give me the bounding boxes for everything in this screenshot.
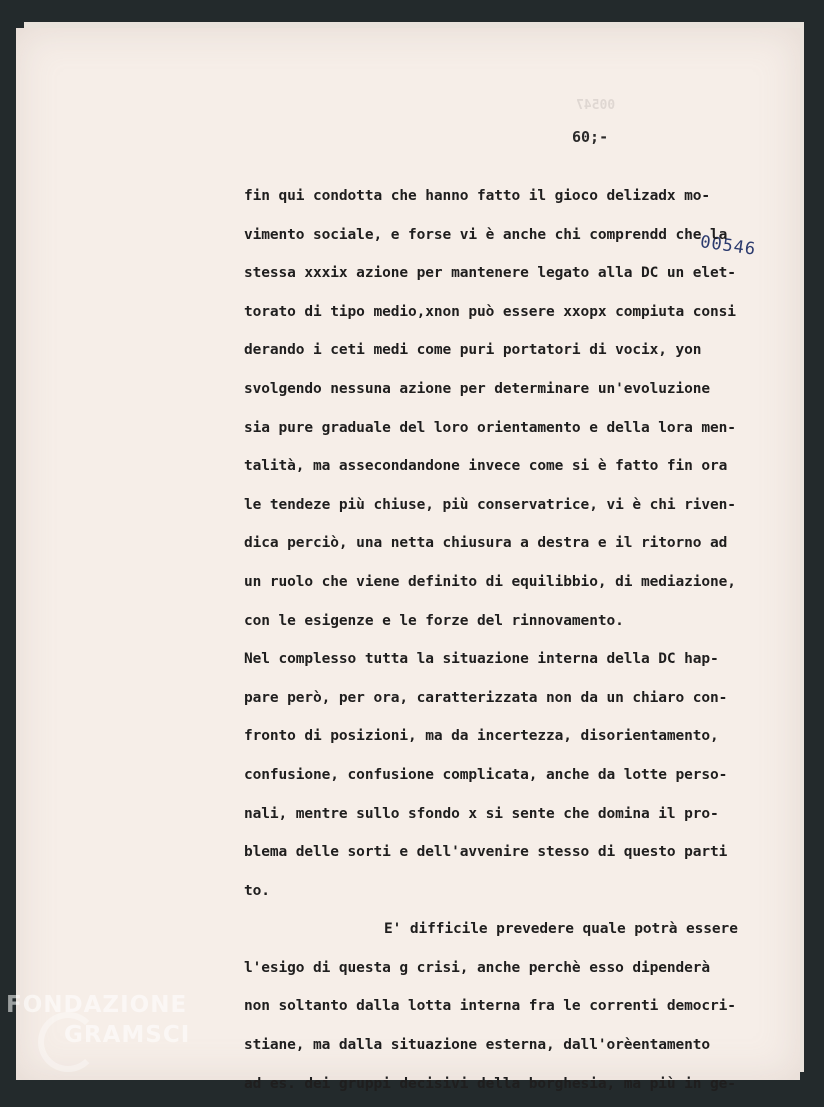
text-line: talità, ma assecondandone invece come si è fatto fin ora [244, 458, 728, 475]
watermark [6, 990, 190, 1050]
text-line: confusione, confusione complicata, anche da lotte perso- [244, 766, 728, 783]
watermark-line1: FONDAZIONE [6, 992, 188, 1018]
text-line: stessa xxxix azione per mantenere legato alla DC un elet- [244, 265, 736, 282]
text-line: non soltanto dalla lotta interna fra le correnti democri- [244, 998, 736, 1015]
text-line: vimento sociale, e forse vi è anche chi comprendd che la [244, 226, 728, 243]
text-line: Nel complesso tutta la situazione interna della DC hap- [244, 651, 719, 668]
text-line: sia pure graduale del loro orientamento e della lora men- [244, 419, 736, 436]
page-number: 60;- [572, 128, 609, 146]
text-line: fin qui condotta che hanno fatto il gioco delizadx mo- [244, 188, 711, 204]
watermark-line2: GRAMSCI [64, 1022, 191, 1048]
text-line: svolgendo nessuna azione per determinare un'evoluzione [244, 380, 711, 397]
text-line: pare però, per ora, caratterizzata non da un chiaro con- [244, 689, 728, 706]
text-line: l'esigo di questa g crisi, anche perchè esso dipenderà [244, 959, 711, 976]
typewritten-body [244, 181, 789, 1107]
text-line: nali, mentre sullo sfondo x si sente che domina il pro- [244, 805, 719, 822]
bleed-through-text: 00547 [576, 98, 616, 113]
text-line: stiane, ma dalla situazione esterna, dall'orèentamento [244, 1037, 711, 1054]
text-line: dica perciò, una netta chiusura a destra e il ritorno ad [244, 535, 728, 552]
text-line: torato di tipo medio,xnon può essere xxopx compiuta consi [244, 303, 736, 320]
text-line: con le esigenze e le forze del rinnovamento. [244, 612, 624, 629]
text-line: ad es. dei gruppi decisivi della borghesia, ma più in ge- [244, 1075, 736, 1092]
text-line: fronto di posizioni, ma da incertezza, disorientamento, [244, 728, 719, 745]
text-line: un ruolo che viene definito di equilibbio, di mediazione, [244, 573, 736, 590]
archive-stamp: 00546 [698, 232, 758, 260]
text-line: blema delle sorti e dell'avvenire stesso di questo parti [244, 844, 728, 861]
text-line: to. [244, 882, 270, 899]
text-line: E' difficile prevedere quale potrà essere [384, 921, 738, 938]
text-line: derando i ceti medi come puri portatori di vocix, yon [244, 342, 702, 359]
text-line: le tendeze più chiuse, più conservatrice, vi è chi riven- [244, 496, 736, 513]
